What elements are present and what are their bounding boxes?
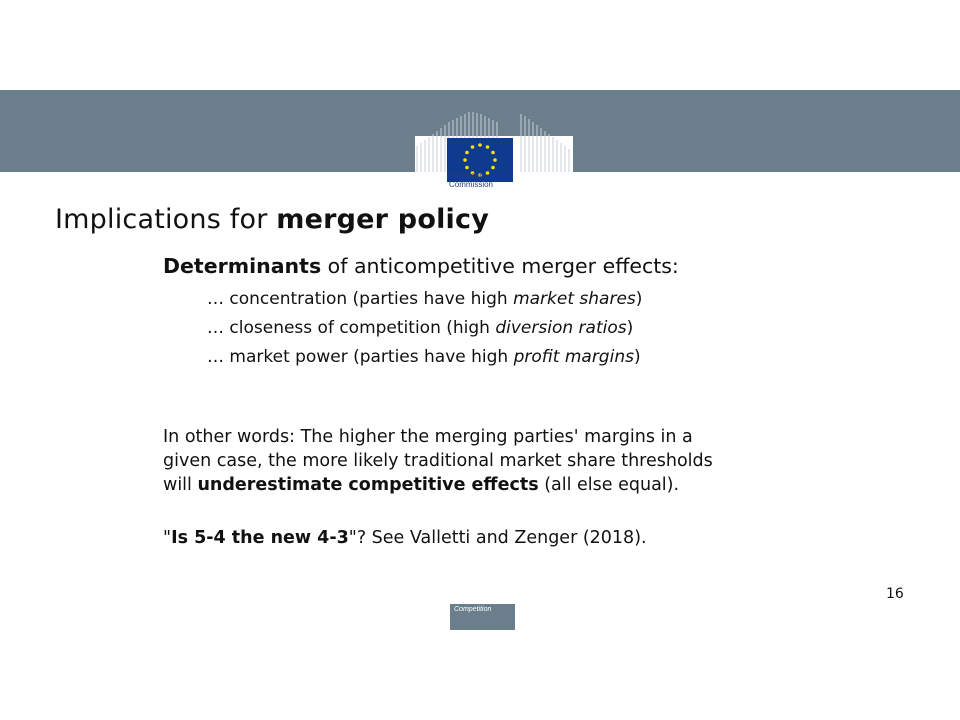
summary-paragraph: In other words: The higher the merging parties' margins in a given case, the more likely traditional market share thresholds will underestimate competitive effects (all else equal). bbox=[163, 427, 713, 495]
list-item: … concentration (parties have high market shares) bbox=[207, 289, 643, 309]
footer-competition-badge: Competition bbox=[450, 604, 515, 630]
section-heading: Determinants of anticompetitive merger effects: bbox=[163, 254, 679, 278]
logo-wordmark: European Commission bbox=[449, 171, 494, 189]
slide-title: Implications for merger policy bbox=[55, 204, 489, 235]
reference-line: "Is 5-4 the new 4-3"? See Valletti and Zenger (2018). bbox=[163, 528, 647, 548]
determinants-list bbox=[207, 285, 642, 372]
european-commission-logo bbox=[415, 112, 573, 196]
list-item: … closeness of competition (high diversion ratios) bbox=[207, 318, 634, 338]
list-item: … market power (parties have high profit margins) bbox=[207, 347, 641, 367]
page-number: 16 bbox=[886, 586, 904, 602]
